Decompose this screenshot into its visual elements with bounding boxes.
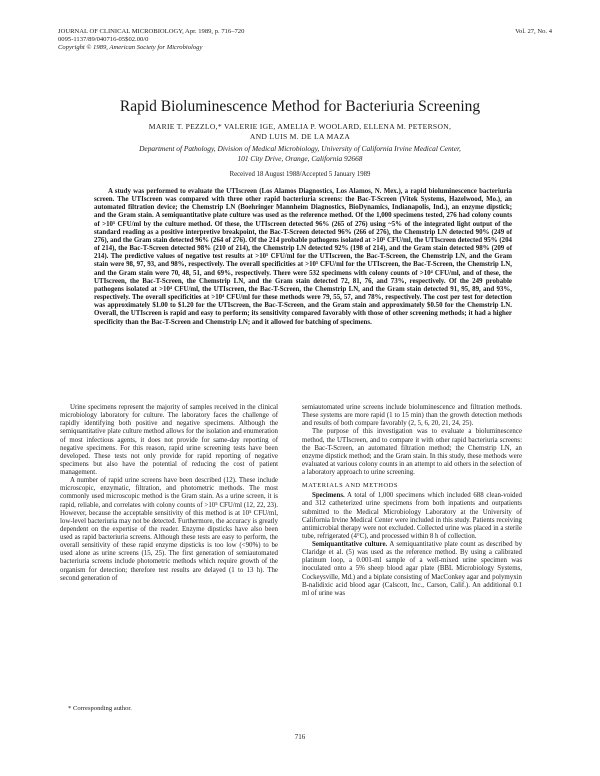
authors-line-2: AND LUIS M. DE LA MAZA	[249, 132, 351, 141]
intro-paragraph-2: A number of rapid urine screens have been described (12). These include microscopic, enzymatic, filtration, and photometric methods. The most commonly used microscopic method is the Gram stain. As a urine screen, it is rapid, reliable, and correlates with colony counts of >10⁵ CFU/ml (12, 22, 23). However, because the acceptable sensitivity of this method is at 10⁵ CFU/ml, low-level bacteriuria may not be detected. Furthermore, the accuracy is greatly dependent on the expertise of the reader. Enzyme dipsticks have also been used as rapid bacteriuria screens. Although these tests are easy to perform, the overall sensitivity of these rapid enzyme dipsticks is too low (<90%) to be used alone as urine screens (15, 25). The first generation of semiautomated bacteriuria screens include photometric methods which require growth of the organism for detection; therefore test results are delayed (1 to 13 h). The second generation of	[60, 477, 278, 582]
section-heading-materials-methods: MATERIALS AND METHODS	[302, 482, 399, 490]
abstract: A study was performed to evaluate the UTIscreen (Los Alamos Diagnostics, Los Alamos, N. Mex.), a rapid bioluminescence bacteriuria screen. The UTIscreen was compared with three other rapid bacteriuria screens: the Bac-T-Screen (Vitek Systems, Hazelwood, Mo.), an automated filtration device; the Chemstrip LN (Boehringer Mannheim Diagnostics, BioDynamics, Indianapolis, Ind.), an enzyme dipstick; and the Gram stain. A semiquantitative plate culture was used as the reference method. Of the 1,000 specimens tested, 276 had colony counts of >10⁵ CFU/ml by the culture method. Of these, the UTIscreen detected 96% (265 of 276) using ~5% of the integrated light output of the standard reading as a positive interpretive breakpoint, the Bac-T-Screen detected 96% (266 of 276), the Chemstrip LN detected 90% (249 of 276), and the Gram stain detected 96% (264 of 276). Of the 214 probable pathogens isolated at >10⁵ CFU/ml, the UTIscreen detected 95% (204 of 214), the Bac-T-Screen detected 98% (210 of 214), the Chemstrip LN detected 92% (198 of 214), and the Gram stain detected 98% (209 of 214). The predictive values of negative test results at >10⁵ CFU/ml for the UTIscreen, the Bac-T-Screen, the Chemstrip LN, and the Gram stain were 98, 97, 93, and 98%, respectively. The overall specificities at >10⁵ CFU/ml for the UTIscreen, the Bac-T-Screen, the Chemstrip LN, and the Gram stain were 70, 48, 51, and 69%, respectively. There were 532 specimens with colony counts of >10⁴ CFU/ml, and of these, the UTIscreen, the Bac-T-Screen, the Chemstrip LN, and the Gram stain detected 72, 81, 76, and 73%, respectively. Of the 249 probable pathogens isolated at >10⁴ CFU/ml, the UTIscreen, the Bac-T-Screen, the Chemstrip LN, and the Gram stain detected 91, 95, 89, and 93%, respectively. The overall specificities at >10⁴ CFU/ml for these methods were 79, 55, 57, and 78%, respectively. The cost per test for detection was approximately $1.00 to $1.20 for the UTIscreen, the Bac-T-Screen, and the Gram stain and approximately $0.50 for the Chemstrip LN. Overall, the UTIscreen is rapid and easy to perform; its sensitivity compared favorably with those of other screening methods; it had a higher specificity than the Bac-T-Screen and Chemstrip LN; and it allowed for batching of specimens.	[94, 188, 512, 326]
copyright: Copyright © 1989, American Society for Microbiology	[58, 44, 203, 51]
specimens-text: A total of 1,000 specimens which included 688 clean-voided and 312 catheterized urine specimens from both inpatients and outpatients submitted to the Medical Microbiology Laboratory at the University of California Irvine Medical Center were included in this study. Patients receiving antimicrobial therapy were not excluded. Collected urine was placed in a sterile tube, refrigerated (4°C), and processed within 8 h of collection.	[302, 492, 522, 540]
intro-paragraph-3: semiautomated urine screens include bioluminescence and filtration methods. These systems are more rapid (1 to 15 min) than the growth detection methods and results of both compare favorably (2, 5, 6, 20, 21, 24, 25).	[302, 404, 522, 428]
journal-header	[58, 28, 358, 52]
article-title: Rapid Bioluminescence Method for Bacteriuria Screening	[119, 98, 481, 115]
left-column	[60, 404, 278, 583]
specimens-paragraph	[302, 492, 522, 541]
corresponding-author-footnote: * Corresponding author.	[68, 705, 132, 712]
authors	[40, 122, 560, 142]
culture-text: A semiquantitative plate count as described by Claridge et al. (5) was used as the reference method. By using a calibrated platinum loop, a 0.001-ml sample of a well-mixed urine specimen was inoculated onto a 5% sheep blood agar plate (BBL Microbiology Systems, Cockeysville, Md.) and a biplate consisting of MacConkey agar and polymyxin B-nalidixic acid blood agar (Calscott, Inc., Carson, Calif.). An additional 0.1 ml of urine was	[302, 541, 522, 597]
affiliation-line-1: Department of Pathology, Division of Medical Microbiology, University of California Irvine Medical Center,	[139, 144, 461, 153]
authors-line-1: MARIE T. PEZZLO,* VALERIE IGE, AMELIA P. WOOLARD, ELLENA M. PETERSON,	[148, 122, 452, 131]
issn: 0095-1137/89/040716-05$02.00/0	[58, 36, 149, 43]
culture-paragraph	[302, 541, 522, 598]
volume-issue: Vol. 27, No. 4	[515, 28, 552, 35]
page-number: 716	[294, 733, 306, 741]
intro-paragraph-4: The purpose of this investigation was to evaluate a bioluminescence method, the UTIscreen, and to compare it with other rapid bacteriuria screens: the Bac-T-Screen, an automated filtration method; the Chemstrip LN, an enzyme dipstick method; and the Gram stain. In this study, these methods were evaluated at various colony counts in an attempt to aid others in the selection of a laboratory approach to urine screening.	[302, 428, 522, 476]
affiliation	[40, 144, 560, 163]
journal-citation: JOURNAL OF CLINICAL MICROBIOLOGY, Apr. 1989, p. 716–720	[58, 28, 245, 35]
intro-paragraph-1: Urine specimens represent the majority of samples received in the clinical microbiology laboratory for culture. The laboratory faces the challenge of rapidly identifying both positive and negative specimens. Although the semiquantitative plate culture method allows for the isolation and enumeration of most infectious agents, it does not provide for same-day reporting of negative specimens. For this reason, rapid urine screening tests have been developed. These tests not only provide for rapid reporting of negative specimens but also have the potential of reducing the cost of patient management.	[60, 404, 278, 476]
specimens-lead: Specimens.	[312, 492, 345, 500]
right-column	[302, 404, 522, 598]
affiliation-line-2: 101 City Drive, Orange, California 92668	[237, 153, 363, 163]
received-dates: Received 18 August 1988/Accepted 5 January 1989	[229, 171, 371, 178]
culture-lead: Semiquantitative culture.	[312, 541, 388, 548]
